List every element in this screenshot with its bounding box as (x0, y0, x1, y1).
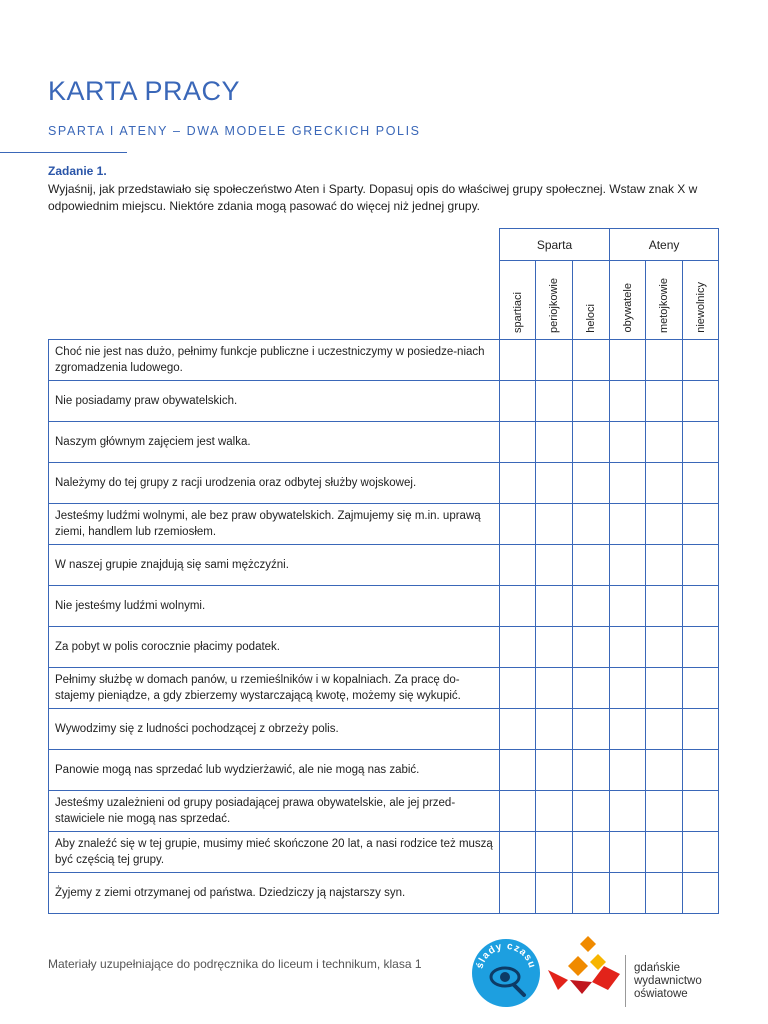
footer-note: Materiały uzupełniające do podręcznika do liceum i technikum, klasa 1 (48, 957, 422, 971)
answer-cell-spartiaci[interactable] (500, 586, 536, 627)
answer-cell-spartiaci[interactable] (500, 504, 536, 545)
answer-cell-periojkowie[interactable] (536, 586, 573, 627)
answer-cell-periojkowie[interactable] (536, 709, 573, 750)
answer-cell-metojkowie[interactable] (646, 504, 683, 545)
answer-cell-metojkowie[interactable] (646, 586, 683, 627)
statement-cell: Pełnimy służbę w domach panów, u rzemieślników i w kopalniach. Za pracę do-stajemy pieniądze, a gdy zbierzemy wystarczającą kwotę, możemy się wykupić. (49, 668, 500, 709)
answer-cell-metojkowie[interactable] (646, 832, 683, 873)
table-row (49, 422, 719, 463)
statement-cell: Aby znaleźć się w tej grupie, musimy mieć skończone 20 lat, a nasi rodzice też muszą być częścią tej grupy. (49, 832, 500, 873)
column-label: metojkowie (658, 277, 671, 333)
answer-cell-metojkowie[interactable] (646, 381, 683, 422)
answer-cell-spartiaci[interactable] (500, 381, 536, 422)
answer-cell-heloci[interactable] (573, 586, 610, 627)
answer-cell-niewolnicy[interactable] (683, 668, 719, 709)
column-header-niewolnicy (683, 261, 719, 340)
answer-cell-heloci[interactable] (573, 709, 610, 750)
task-instruction: Wyjaśnij, jak przedstawiało się społeczeństwo Aten i Sparty. Dopasuj opis do właściwej grupy społecznej. Wstaw znak X w odpowiednim miejscu. Niektóre zdania mogą pasować do więcej niż jednej grupy. (48, 182, 698, 213)
table-row (49, 381, 719, 422)
answer-cell-periojkowie[interactable] (536, 381, 573, 422)
table-row (49, 463, 719, 504)
answer-cell-periojkowie[interactable] (536, 463, 573, 504)
answer-cell-obywatele[interactable] (610, 504, 646, 545)
logo-circle-text: ślady czasu (474, 940, 538, 971)
answer-cell-niewolnicy[interactable] (683, 504, 719, 545)
table-corner (49, 229, 500, 340)
statement-cell: Naszym głównym zajęciem jest walka. (49, 422, 500, 463)
statement-cell: Za pobyt w polis corocznie płacimy podatek. (49, 627, 500, 668)
page-title: KARTA PRACY (48, 76, 241, 106)
answer-cell-niewolnicy[interactable] (683, 545, 719, 586)
answer-cell-periojkowie[interactable] (536, 340, 573, 381)
table-row (49, 791, 719, 832)
answer-cell-heloci[interactable] (573, 791, 610, 832)
statement-cell: Nie posiadamy praw obywatelskich. (49, 381, 500, 422)
answer-cell-obywatele[interactable] (610, 873, 646, 914)
answer-cell-spartiaci[interactable] (500, 873, 536, 914)
answer-cell-spartiaci[interactable] (500, 463, 536, 504)
table-row (49, 340, 719, 381)
task-title: Zadanie 1. (48, 164, 107, 178)
column-header-heloci (573, 261, 610, 340)
answer-cell-periojkowie[interactable] (536, 668, 573, 709)
answer-cell-niewolnicy[interactable] (683, 873, 719, 914)
answer-cell-obywatele[interactable] (610, 750, 646, 791)
answer-cell-periojkowie[interactable] (536, 504, 573, 545)
statement-cell: Panowie mogą nas sprzedać lub wydzierżawić, ale nie mogą nas zabić. (49, 750, 500, 791)
answer-cell-spartiaci[interactable] (500, 832, 536, 873)
publisher-name (634, 962, 702, 1001)
answer-cell-niewolnicy[interactable] (683, 463, 719, 504)
answer-cell-metojkowie[interactable] (646, 873, 683, 914)
answer-cell-niewolnicy[interactable] (683, 381, 719, 422)
column-header-periojkowie (536, 261, 573, 340)
statement-cell: Należymy do tej grupy z racji urodzenia oraz odbytej służby wojskowej. (49, 463, 500, 504)
statement-cell: Wywodzimy się z ludności pochodzącej z obrzeży polis. (49, 709, 500, 750)
table-row (49, 832, 719, 873)
answer-cell-periojkowie[interactable] (536, 791, 573, 832)
answer-cell-periojkowie[interactable] (536, 545, 573, 586)
answer-cell-spartiaci[interactable] (500, 627, 536, 668)
answer-cell-obywatele[interactable] (610, 791, 646, 832)
answer-cell-metojkowie[interactable] (646, 750, 683, 791)
answer-cell-periojkowie[interactable] (536, 422, 573, 463)
table-row (49, 873, 719, 914)
table-body (49, 340, 719, 914)
answer-cell-spartiaci[interactable] (500, 340, 536, 381)
answer-cell-spartiaci[interactable] (500, 668, 536, 709)
publisher-line: gdańskie (634, 962, 681, 974)
answer-cell-obywatele[interactable] (610, 545, 646, 586)
answer-cell-obywatele[interactable] (610, 586, 646, 627)
answer-cell-metojkowie[interactable] (646, 463, 683, 504)
answer-cell-metojkowie[interactable] (646, 791, 683, 832)
answer-cell-heloci[interactable] (573, 832, 610, 873)
publisher-bird-logo (548, 936, 620, 996)
answer-cell-metojkowie[interactable] (646, 422, 683, 463)
answer-cell-niewolnicy[interactable] (683, 750, 719, 791)
statement-cell: W naszej grupie znajdują się sami mężczyźni. (49, 545, 500, 586)
answer-cell-heloci[interactable] (573, 873, 610, 914)
logo-divider (625, 955, 626, 1007)
answer-cell-metojkowie[interactable] (646, 340, 683, 381)
logo-diamond-mid (568, 956, 588, 976)
column-label: niewolnicy (694, 282, 707, 333)
answer-cell-heloci[interactable] (573, 463, 610, 504)
title-underline (0, 152, 127, 153)
group-header-sparta: Sparta (500, 229, 610, 261)
logo-tail (570, 980, 592, 994)
answer-cell-obywatele[interactable] (610, 627, 646, 668)
answer-cell-heloci[interactable] (573, 750, 610, 791)
answer-cell-periojkowie[interactable] (536, 627, 573, 668)
eye-pupil (500, 972, 510, 982)
table-row (49, 709, 719, 750)
table-row (49, 627, 719, 668)
answer-cell-heloci[interactable] (573, 627, 610, 668)
answer-cell-heloci[interactable] (573, 340, 610, 381)
answer-cell-metojkowie[interactable] (646, 709, 683, 750)
matching-table (48, 228, 719, 914)
answer-cell-niewolnicy[interactable] (683, 586, 719, 627)
answer-cell-niewolnicy[interactable] (683, 832, 719, 873)
column-header-metojkowie (646, 261, 683, 340)
answer-cell-periojkowie[interactable] (536, 832, 573, 873)
statement-cell: Jesteśmy ludźmi wolnymi, ale bez praw obywatelskich. Zajmujemy się m.in. uprawą ziemi, handlem lub rzemiosłem. (49, 504, 500, 545)
answer-cell-spartiaci[interactable] (500, 545, 536, 586)
table-row (49, 750, 719, 791)
answer-cell-heloci[interactable] (573, 668, 610, 709)
answer-cell-niewolnicy[interactable] (683, 709, 719, 750)
answer-cell-periojkowie[interactable] (536, 750, 573, 791)
answer-cell-niewolnicy[interactable] (683, 791, 719, 832)
statement-cell: Choć nie jest nas dużo, pełnimy funkcje publiczne i uczestniczymy w posiedze-niach zgromadzenia ludowego. (49, 340, 500, 381)
logo-wing-right (592, 966, 620, 990)
answer-cell-metojkowie[interactable] (646, 627, 683, 668)
statement-cell: Jesteśmy uzależnieni od grupy posiadającej prawa obywatelskie, ale jej przed-stawiciele nie mogą nas sprzedać. (49, 791, 500, 832)
column-label: periojkowie (548, 277, 560, 333)
answer-cell-obywatele[interactable] (610, 709, 646, 750)
answer-cell-spartiaci[interactable] (500, 422, 536, 463)
answer-cell-obywatele[interactable] (610, 422, 646, 463)
table-row (49, 668, 719, 709)
answer-cell-spartiaci[interactable] (500, 750, 536, 791)
answer-cell-niewolnicy[interactable] (683, 340, 719, 381)
answer-cell-heloci[interactable] (573, 381, 610, 422)
table-row (49, 504, 719, 545)
answer-cell-obywatele[interactable] (610, 668, 646, 709)
answer-cell-periojkowie[interactable] (536, 873, 573, 914)
column-header-spartiaci (500, 261, 536, 340)
group-header-ateny: Ateny (610, 229, 719, 261)
answer-cell-obywatele[interactable] (610, 340, 646, 381)
answer-cell-heloci[interactable] (573, 422, 610, 463)
answer-cell-spartiaci[interactable] (500, 709, 536, 750)
column-label: heloci (585, 304, 598, 333)
answer-cell-obywatele[interactable] (610, 832, 646, 873)
column-header-obywatele (610, 261, 646, 340)
publisher-line: oświatowe (634, 988, 688, 1000)
answer-cell-metojkowie[interactable] (646, 545, 683, 586)
statement-cell: Nie jesteśmy ludźmi wolnymi. (49, 586, 500, 627)
answer-cell-heloci[interactable] (573, 545, 610, 586)
slady-czasu-logo (470, 937, 542, 1009)
answer-cell-obywatele[interactable] (610, 463, 646, 504)
answer-cell-spartiaci[interactable] (500, 791, 536, 832)
publisher-line: wydawnictwo (634, 975, 702, 987)
column-label: spartiaci (511, 292, 524, 333)
logo-wing-left (548, 970, 568, 990)
answer-cell-metojkowie[interactable] (646, 668, 683, 709)
answer-cell-obywatele[interactable] (610, 381, 646, 422)
table-row (49, 586, 719, 627)
page-subtitle: SPARTA I ATENY – DWA MODELE GRECKICH POLIS (48, 124, 421, 138)
table-row (49, 545, 719, 586)
logo-diamond-top (580, 936, 596, 952)
answer-cell-niewolnicy[interactable] (683, 627, 719, 668)
answer-cell-heloci[interactable] (573, 504, 610, 545)
statement-cell: Żyjemy z ziemi otrzymanej od państwa. Dziedziczy ją najstarszy syn. (49, 873, 500, 914)
answer-cell-niewolnicy[interactable] (683, 422, 719, 463)
column-label: obywatele (621, 283, 634, 333)
